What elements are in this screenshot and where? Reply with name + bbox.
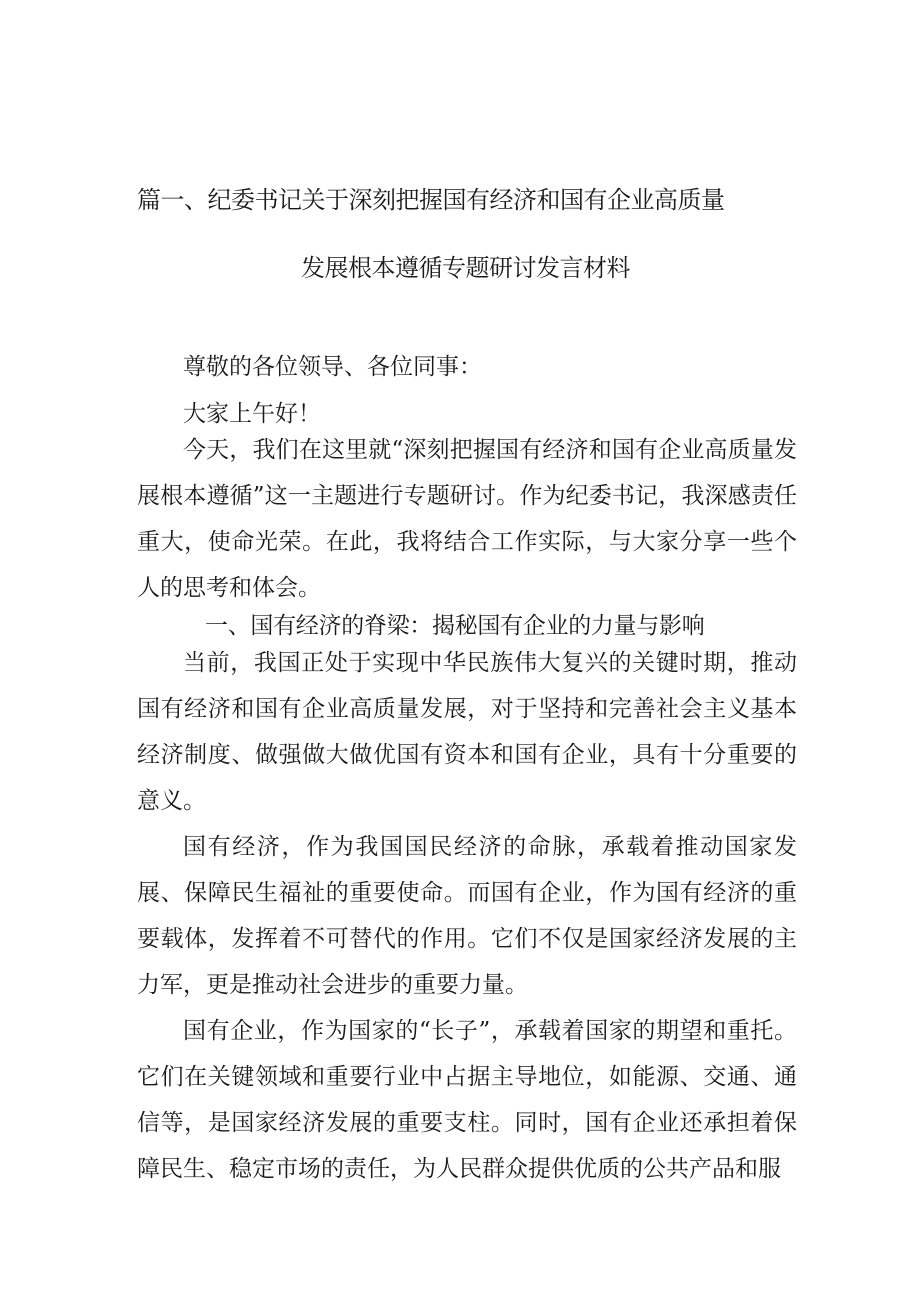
- paragraph-2: 国有经济，作为我国国民经济的命脉，承载着推动国家发展、保障民生福祉的重要使命。而国有企业，作为国有经济的重要载体，发挥着不可替代的作用。它们不仅是国家经济发展的主力军，更是推动社会进步的重要力量。: [137, 834, 797, 998]
- paragraph-1: 当前，我国正处于实现中华民族伟大复兴的关键时期，推动国有经济和国有企业高质量发展，对于坚持和完善社会主义基本经济制度、做强做大做优国有资本和国有企业，具有十分重要的意义。: [137, 650, 797, 814]
- intro-paragraph-block: [137, 427, 797, 611]
- greeting: 大家上午好！: [183, 401, 321, 427]
- document-title-line-2: 发展根本遵循专题研讨发言材料: [301, 254, 630, 282]
- intro-paragraph: 今天，我们在这里就“深刻把握国有经济和国有企业高质量发展根本遵循”这一主题进行专题研讨。作为纪委书记，我深感责任重大，使命光荣。在此，我将结合工作实际，与大家分享一些个人的思考和体会。: [137, 437, 797, 601]
- document-title-line-1: 篇一、纪委书记关于深刻把握国有经济和国有企业高质量: [137, 186, 725, 214]
- section-heading-1: 一、国有经济的脊梁：揭秘国有企业的力量与影响: [205, 613, 705, 639]
- paragraph-3: 国有企业，作为国家的“长子”，承载着国家的期望和重托。它们在关键领域和重要行业中占据主导地位，如能源、交通、通信等，是国家经济发展的重要支柱。同时，国有企业还承担着保障民生、稳定市场的责任，为人民群众提供优质的公共产品和服: [137, 1018, 797, 1182]
- salutation: 尊敬的各位领导、各位同事：: [183, 354, 482, 380]
- section-1-body: [137, 640, 797, 1192]
